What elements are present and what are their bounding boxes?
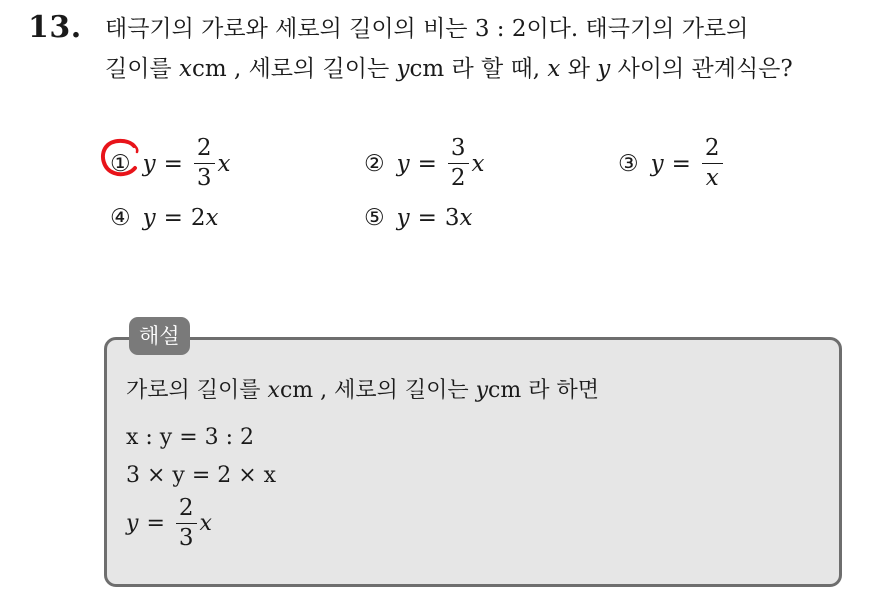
question-text-line-2 xyxy=(105,52,793,86)
equals-sign: = xyxy=(146,511,165,536)
choice-number: ④ xyxy=(110,205,131,231)
choice-lhs: y xyxy=(650,150,664,177)
equals-sign: = xyxy=(417,205,437,231)
equals-sign: = xyxy=(417,150,437,177)
fraction-denominator: x xyxy=(705,165,719,191)
choice-coefficient: 3 xyxy=(444,205,460,231)
fraction-bar xyxy=(448,163,469,164)
fraction-denominator: 3 xyxy=(178,525,194,551)
variable-x: x xyxy=(178,56,192,82)
choice-4[interactable] xyxy=(110,205,219,231)
fraction-numerator: 3 xyxy=(450,135,466,161)
question-number: 13. xyxy=(28,10,82,45)
solution-tag: 해설 xyxy=(129,317,190,355)
choice-rhs: x xyxy=(205,205,219,231)
choice-number: ⑤ xyxy=(364,205,385,231)
solution-text-segment: cm 라 하면 xyxy=(488,378,599,403)
choice-3[interactable] xyxy=(618,136,726,191)
choice-rhs: x xyxy=(471,150,485,177)
variable-y: y xyxy=(475,378,489,403)
choice-1[interactable] xyxy=(110,136,231,191)
fraction xyxy=(194,136,215,191)
fraction-denominator: 2 xyxy=(450,165,466,191)
question-text-segment: cm 라 할 때, xyxy=(409,56,541,82)
solution-step-1: x : y = 3 : 2 xyxy=(126,425,255,450)
choice-rhs: x xyxy=(217,150,231,177)
question-text-segment: cm , 세로의 길이는 xyxy=(191,56,390,82)
fraction-bar xyxy=(176,523,197,524)
choice-number: ① xyxy=(110,150,131,177)
choice-number: ③ xyxy=(618,150,639,177)
choice-2[interactable] xyxy=(364,136,485,191)
equals-sign: = xyxy=(163,150,183,177)
solution-step-2: 3 × y = 2 × x xyxy=(126,463,277,488)
choice-lhs: y xyxy=(396,150,410,177)
question-text-segment: 사이의 관계식은? xyxy=(617,56,793,82)
solution-text-segment: 가로의 길이를 xyxy=(126,378,261,403)
choice-number: ② xyxy=(364,150,385,177)
fraction-bar xyxy=(702,163,723,164)
solution-text-segment: cm , 세로의 길이는 xyxy=(279,378,469,403)
solution-lhs: y xyxy=(126,511,139,536)
choice-lhs: y xyxy=(396,205,410,231)
fraction-bar xyxy=(194,163,215,164)
equals-sign: = xyxy=(163,205,183,231)
fraction xyxy=(176,496,197,551)
variable-x: x xyxy=(267,378,280,403)
fraction-numerator: 2 xyxy=(196,135,212,161)
variable-x: x xyxy=(547,56,561,82)
fraction-numerator: 2 xyxy=(704,135,720,161)
choice-coefficient: 2 xyxy=(190,205,206,231)
variable-y: y xyxy=(597,56,611,82)
solution-line-1 xyxy=(126,373,599,404)
choice-5[interactable] xyxy=(364,205,473,231)
choice-lhs: y xyxy=(142,150,156,177)
variable-y: y xyxy=(396,56,410,82)
fraction xyxy=(702,136,723,191)
solution-step-3 xyxy=(126,496,212,551)
fraction xyxy=(448,136,469,191)
solution-rhs: x xyxy=(199,511,212,536)
question-text-segment: 와 xyxy=(567,56,590,82)
fraction-denominator: 3 xyxy=(196,165,212,191)
question-text-segment: 길이를 xyxy=(105,56,172,82)
fraction-numerator: 2 xyxy=(178,495,194,521)
equals-sign: = xyxy=(671,150,691,177)
question-text-line-1: 태극기의 가로와 세로의 길이의 비는 3 : 2이다. 태극기의 가로의 xyxy=(105,16,749,42)
choice-rhs: x xyxy=(459,205,473,231)
choice-lhs: y xyxy=(142,205,156,231)
